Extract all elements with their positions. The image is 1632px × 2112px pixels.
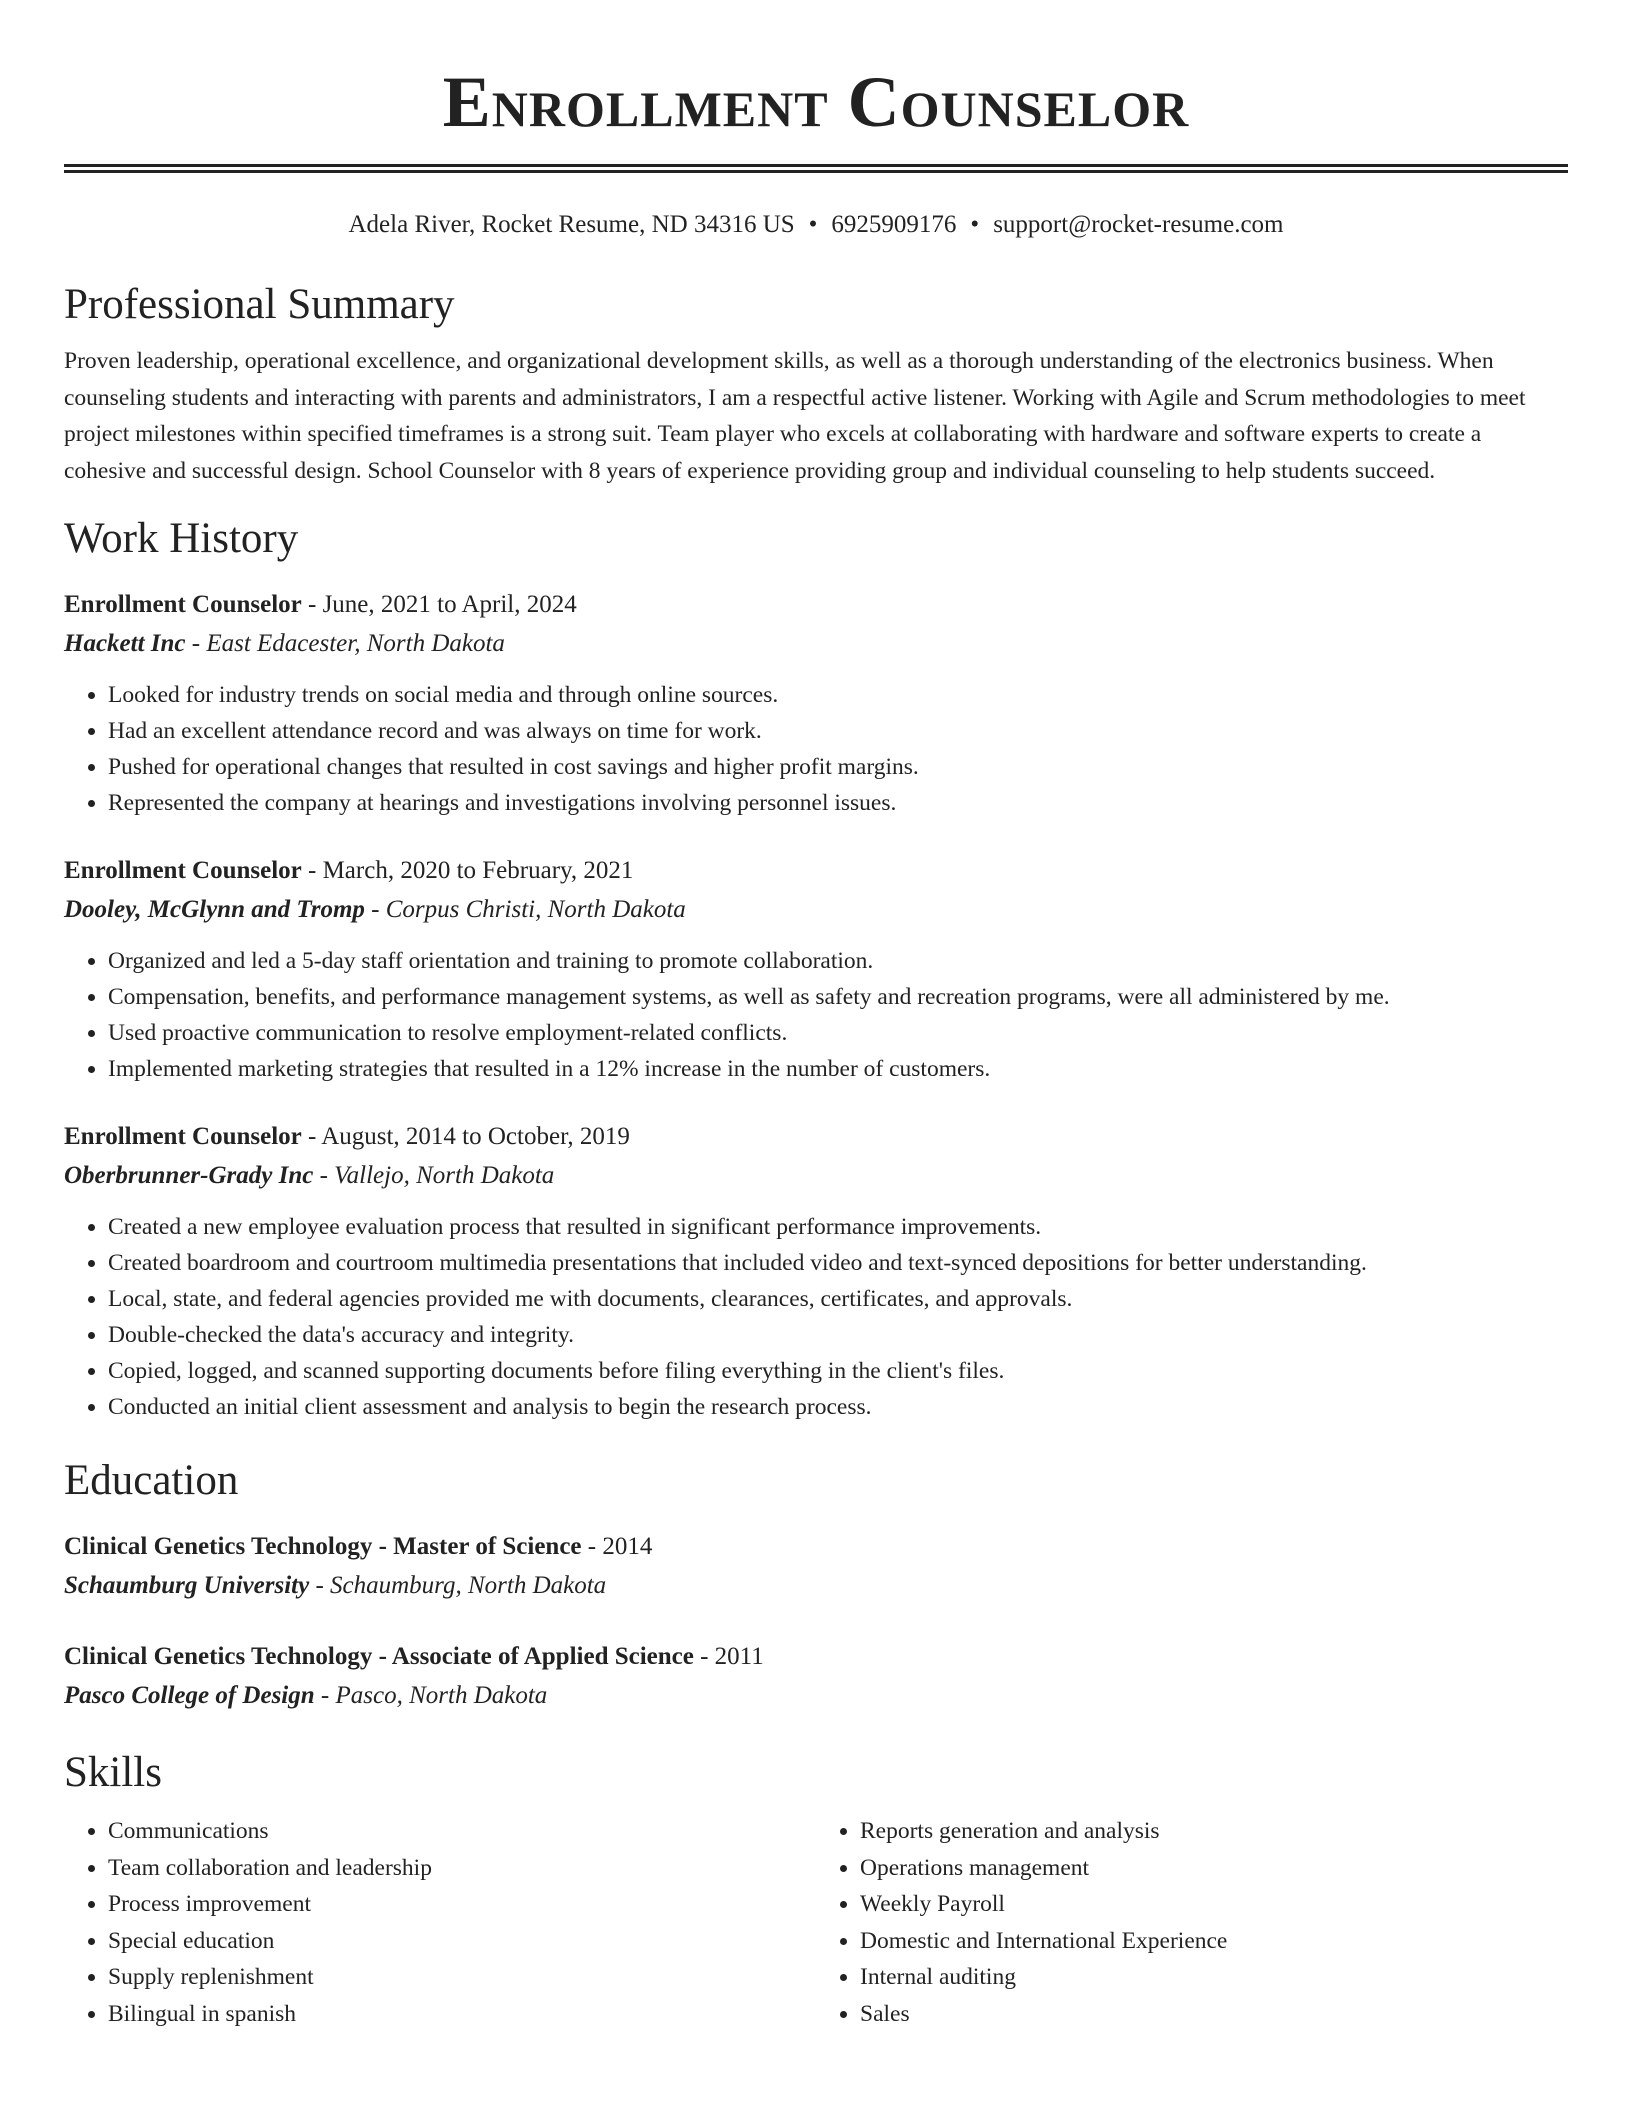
- skills-list-right: [816, 1813, 1568, 2032]
- job-bullet-list: [64, 1209, 1568, 1425]
- job-dates: - March, 2020 to February, 2021: [308, 857, 634, 884]
- summary-heading: Professional Summary: [64, 281, 455, 328]
- job-bullet: • Pushed for operational changes that resulted in cost savings and higher profit margins.: [108, 749, 1568, 785]
- job-title: Enrollment Counselor: [64, 1123, 302, 1150]
- job-bullet: • Organized and led a 5-day staff orientation and training to promote collaboration.: [108, 943, 1568, 979]
- degree-name: Clinical Genetics Technology - Associate of Applied Science: [64, 1643, 694, 1670]
- job-bullet: • Implemented marketing strategies that resulted in a 12% increase in the number of customers.: [108, 1051, 1568, 1087]
- skill-item: • Process improvement: [108, 1886, 816, 1923]
- job-bullet: • Copied, logged, and scanned supporting documents before filing everything in the client's files.: [108, 1353, 1568, 1389]
- job-bullet: • Created boardroom and courtroom multimedia presentations that included video and text-synced depositions for better understanding.: [108, 1245, 1568, 1281]
- degree-name: Clinical Genetics Technology - Master of Science: [64, 1533, 582, 1560]
- job-company-line: [64, 890, 1568, 929]
- degree-year: - 2014: [587, 1533, 653, 1560]
- education-heading: Education: [64, 1457, 239, 1504]
- contact-line: [64, 209, 1568, 241]
- contact-separator: •: [808, 211, 818, 238]
- job-title-line: [64, 1117, 1568, 1156]
- job-location: - East Edacester, North Dakota: [191, 630, 505, 657]
- job-title: Enrollment Counselor: [64, 591, 302, 618]
- job-company: Oberbrunner-Grady Inc: [64, 1162, 314, 1189]
- school-location: - Schaumburg, North Dakota: [315, 1572, 607, 1599]
- skills-columns: [64, 1813, 1568, 2032]
- skills-heading: Skills: [64, 1749, 162, 1796]
- contact-email[interactable]: support@rocket-resume.com: [993, 211, 1284, 238]
- school-name: Schaumburg University: [64, 1572, 310, 1599]
- skill-item: • Team collaboration and leadership: [108, 1850, 816, 1887]
- job-bullet: • Conducted an initial client assessment and analysis to begin the research process.: [108, 1389, 1568, 1425]
- skill-item: • Communications: [108, 1813, 816, 1850]
- job-bullet: • Had an excellent attendance record and was always on time for work.: [108, 713, 1568, 749]
- school-line: [64, 1676, 1568, 1715]
- job-bullet: • Represented the company at hearings and investigations involving personnel issues.: [108, 785, 1568, 821]
- job-bullet: • Created a new employee evaluation process that resulted in significant performance improvements.: [108, 1209, 1568, 1245]
- school-name: Pasco College of Design: [64, 1682, 315, 1709]
- summary-text: Proven leadership, operational excellence, and organizational development skills, as well as a thorough understanding of the electronics business. When counseling students and interacting with parents and administrators, I am a respectful active listener. Working with Agile and Scrum methodologies to meet project milestones within specified timeframes is a strong suit. Team player who excels at collaborating with hardware and software experts to create a cohesive and successful design. School Counselor with 8 years of experience providing group and individual counseling to help students succeed.: [64, 348, 1526, 484]
- education-entry: [64, 1527, 1568, 1605]
- degree-line: [64, 1637, 1568, 1676]
- header-double-rule: [64, 164, 1568, 173]
- job-title: Enrollment Counselor: [64, 857, 302, 884]
- skill-item: • Weekly Payroll: [860, 1886, 1568, 1923]
- school-location: - Pasco, North Dakota: [320, 1682, 548, 1709]
- work-history-heading: Work History: [64, 515, 299, 562]
- job-bullet-list: [64, 677, 1568, 821]
- job-location: - Vallejo, North Dakota: [319, 1162, 555, 1189]
- job-bullet: • Double-checked the data's accuracy and integrity.: [108, 1317, 1568, 1353]
- contact-separator: •: [970, 211, 980, 238]
- degree-year: - 2011: [700, 1643, 764, 1670]
- job-entry: [64, 851, 1568, 1087]
- job-entry: [64, 585, 1568, 821]
- skill-item: • Special education: [108, 1923, 816, 1960]
- skill-item: • Sales: [860, 1996, 1568, 2033]
- education-entry: [64, 1637, 1568, 1715]
- contact-phone: 6925909176: [831, 211, 957, 238]
- skill-item: • Internal auditing: [860, 1959, 1568, 1996]
- job-entry: [64, 1117, 1568, 1425]
- skill-item: • Bilingual in spanish: [108, 1996, 816, 2033]
- resume-title: Enrollment Counselor: [442, 62, 1190, 142]
- job-bullet: • Compensation, benefits, and performance management systems, as well as safety and recreation programs, were all administered by me.: [108, 979, 1568, 1015]
- job-company: Hackett Inc: [64, 630, 186, 657]
- skill-item: • Operations management: [860, 1850, 1568, 1887]
- job-title-line: [64, 851, 1568, 890]
- job-bullet: • Local, state, and federal agencies provided me with documents, clearances, certificates, and approvals.: [108, 1281, 1568, 1317]
- skills-list-left: [64, 1813, 816, 2032]
- job-dates: - June, 2021 to April, 2024: [308, 591, 577, 618]
- job-bullet: • Used proactive communication to resolve employment-related conflicts.: [108, 1015, 1568, 1051]
- skill-item: • Reports generation and analysis: [860, 1813, 1568, 1850]
- skill-item: • Supply replenishment: [108, 1959, 816, 1996]
- job-dates: - August, 2014 to October, 2019: [308, 1123, 630, 1150]
- job-company-line: [64, 1156, 1568, 1195]
- job-title-line: [64, 585, 1568, 624]
- job-location: - Corpus Christi, North Dakota: [371, 896, 686, 923]
- job-bullet: • Looked for industry trends on social media and through online sources.: [108, 677, 1568, 713]
- job-bullet-list: [64, 943, 1568, 1087]
- degree-line: [64, 1527, 1568, 1566]
- school-line: [64, 1566, 1568, 1605]
- job-company: Dooley, McGlynn and Tromp: [64, 896, 365, 923]
- job-company-line: [64, 624, 1568, 663]
- skill-item: • Domestic and International Experience: [860, 1923, 1568, 1960]
- contact-address: Adela River, Rocket Resume, ND 34316 US: [348, 211, 795, 238]
